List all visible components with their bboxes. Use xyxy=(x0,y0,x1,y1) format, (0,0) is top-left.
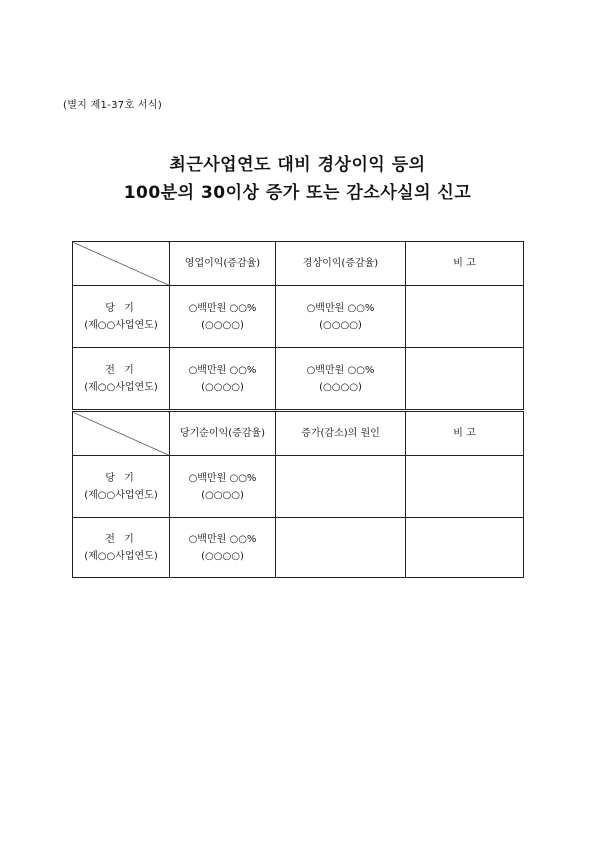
period-label: 전 기 xyxy=(105,364,137,376)
ordinary-profit-cell xyxy=(276,286,406,348)
document-title-line-1: 최근사업연도 대비 경상이익 등의 xyxy=(169,155,426,175)
amount-text: ○백만원 ○○% xyxy=(306,364,375,376)
change-reason-cell xyxy=(276,518,406,578)
amount-text: ○백만원 ○○% xyxy=(188,302,257,314)
row-label-cell xyxy=(73,286,170,348)
header-net-income: 당기순이익(증감율) xyxy=(170,412,276,456)
operating-profit-cell xyxy=(170,348,276,410)
net-income-table xyxy=(72,411,524,578)
header-change-reason: 증가(감소)의 원인 xyxy=(276,412,406,456)
operating-profit-table xyxy=(72,241,524,410)
net-income-cell xyxy=(170,518,276,578)
fiscal-year-label: (제○○사업연도) xyxy=(84,381,158,393)
period-label: 당 기 xyxy=(105,472,137,484)
period-label: 당 기 xyxy=(105,302,137,314)
amount-text: ○백만원 ○○% xyxy=(188,472,257,484)
operating-profit-cell xyxy=(170,286,276,348)
remarks-cell xyxy=(406,518,524,578)
header-operating-profit: 영업이익(증감율) xyxy=(170,242,276,286)
net-income-cell xyxy=(170,456,276,518)
table-row xyxy=(73,518,524,578)
diagonal-corner-cell xyxy=(73,412,170,456)
header-remarks: 비 고 xyxy=(406,242,524,286)
fiscal-year-label: (제○○사업연도) xyxy=(84,550,158,562)
row-label-cell xyxy=(73,518,170,578)
year-text: (○○○○) xyxy=(319,381,362,393)
header-remarks: 비 고 xyxy=(406,412,524,456)
amount-text: ○백만원 ○○% xyxy=(306,302,375,314)
table-header-row xyxy=(73,242,524,286)
table-row xyxy=(73,456,524,518)
year-text: (○○○○) xyxy=(201,550,244,562)
ordinary-profit-cell xyxy=(276,348,406,410)
table-row xyxy=(73,286,524,348)
period-label: 전 기 xyxy=(105,533,137,545)
remarks-cell xyxy=(406,348,524,410)
amount-text: ○백만원 ○○% xyxy=(188,533,257,545)
change-reason-cell xyxy=(276,456,406,518)
year-text: (○○○○) xyxy=(319,319,362,331)
diagonal-corner-cell xyxy=(73,242,170,286)
fiscal-year-label: (제○○사업연도) xyxy=(84,489,158,501)
row-label-cell xyxy=(73,348,170,410)
amount-text: ○백만원 ○○% xyxy=(188,364,257,376)
year-text: (○○○○) xyxy=(201,319,244,331)
fiscal-year-label: (제○○사업연도) xyxy=(84,319,158,331)
remarks-cell xyxy=(406,286,524,348)
year-text: (○○○○) xyxy=(201,489,244,501)
table-row xyxy=(73,348,524,410)
remarks-cell xyxy=(406,456,524,518)
form-number-label: (별지 제1-37호 서식) xyxy=(63,100,163,111)
header-ordinary-profit: 경상이익(증감율) xyxy=(276,242,406,286)
document-title-line-2: 100분의 30이상 증가 또는 감소사실의 신고 xyxy=(123,183,472,203)
table-header-row xyxy=(73,412,524,456)
row-label-cell xyxy=(73,456,170,518)
year-text: (○○○○) xyxy=(201,381,244,393)
